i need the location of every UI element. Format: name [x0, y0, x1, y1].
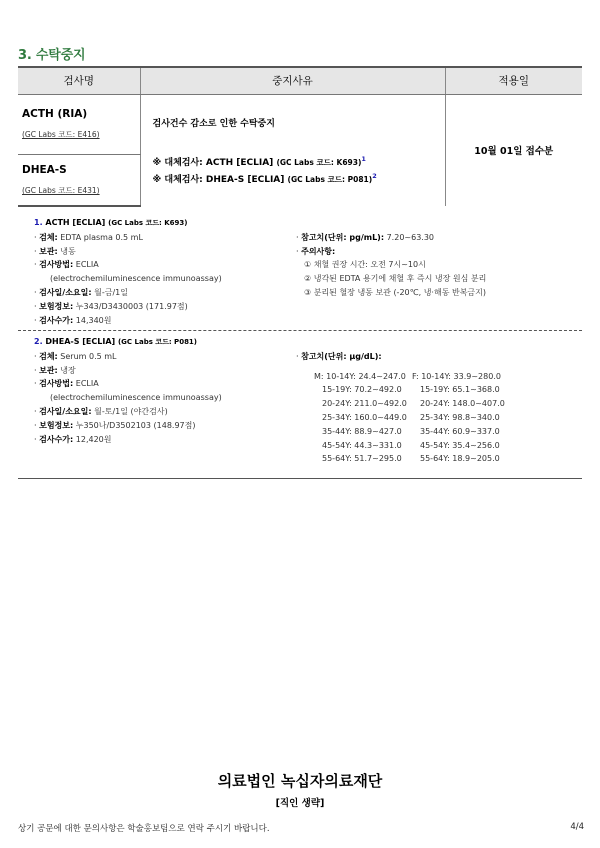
reference-row: 15-19Y: 70.2~492.0 15-19Y: 65.1~368.0 — [322, 385, 500, 395]
caution-heading: · 주의사항: — [296, 246, 336, 256]
detail-block-dheas — [18, 335, 582, 464]
dashed-divider — [18, 330, 582, 331]
reason-text: 검사건수 감소로 인한 수탁중지 — [152, 118, 275, 129]
detail-item: · 검사방법: ECLIA — [34, 260, 99, 270]
detail-item-extra: (electrochemiluminescence immunoassay) — [50, 393, 222, 403]
reference-row: 55-64Y: 51.7~295.0 55-64Y: 18.9~205.0 — [322, 454, 500, 464]
footnote-ref: 1 — [361, 154, 366, 163]
detail-item: · 보험정보: 누343/D3430003 (171.97점) — [34, 301, 188, 311]
organization-name: 의료법인 녹십자의료재단 — [217, 772, 383, 790]
detail-right-column — [296, 350, 582, 466]
detail-right-column — [296, 231, 582, 300]
detail-title: 1. ACTH [ECLIA] (GC Labs 코드: K693) — [34, 218, 188, 227]
alternative-test: ※ 대체검사: DHEA-S [ECLIA] (GC Labs 코드: P081)$^2$ — [152, 171, 377, 185]
detail-item: · 보험정보: 누350나/D3502103 (148.97점) — [34, 420, 196, 430]
caution-item: ② 냉각된 EDTA 용기에 채혈 후 즉시 냉장 원심 분리 — [304, 274, 487, 284]
test-cell-acth — [18, 94, 140, 154]
reference-row: 25-34Y: 160.0~449.0 25-34Y: 98.8~340.0 — [322, 412, 500, 422]
test-code: (GC Labs 코드: E416) — [22, 130, 100, 139]
test-name: ACTH (RIA) — [22, 108, 88, 120]
alternative-test: ※ 대체검사: ACTH [ECLIA] (GC Labs 코드: K693)$^1$ — [152, 154, 366, 168]
detail-left-column — [34, 231, 296, 328]
reference-range: · 참고치(단위: μg/dL): — [296, 351, 382, 361]
header-reason: 중지사유 — [140, 67, 445, 94]
bottom-divider — [18, 478, 582, 479]
detail-item: · 검사수가: 12,420원 — [34, 434, 112, 444]
detail-block-acth — [18, 216, 582, 325]
caution-item: ③ 분리된 혈장 냉동 보관 (-20℃, 냉·해동 반복금지) — [304, 287, 486, 297]
detail-item: · 검사방법: ECLIA — [34, 379, 99, 389]
test-cell-dheas — [18, 154, 140, 206]
header-apply-date: 적용일 — [445, 67, 582, 94]
reference-row: M: 10-14Y: 24.4~247.0 F: 10-14Y: 33.9~280.0 — [314, 371, 501, 381]
footer-note: 상기 공문에 대한 문의사항은 학술홍보팀으로 연락 주시기 바랍니다. — [18, 824, 270, 834]
reference-row: 35-44Y: 88.9~427.0 35-44Y: 60.9~337.0 — [322, 426, 500, 436]
detail-item: · 검사일/소요일: 월-금/1일 — [34, 287, 128, 297]
detail-item: · 검사일/소요일: 월-토/1일 (야간검사) — [34, 406, 168, 416]
caution-item: ① 채혈 권장 시간: 오전 7시~10시 — [304, 260, 426, 270]
apply-date: 10월 01일 접수분 — [474, 146, 554, 158]
detail-item: · 검체: Serum 0.5 mL — [34, 351, 117, 361]
seal-omitted-note: [직인 생략] — [275, 798, 325, 809]
detail-item: · 검체: EDTA plasma 0.5 mL — [34, 232, 143, 242]
detail-item: · 검사수가: 14,340원 — [34, 315, 112, 325]
test-code: (GC Labs 코드: E431) — [22, 185, 100, 195]
test-name: DHEA-S — [22, 163, 67, 176]
reference-row: 20-24Y: 211.0~492.0 20-24Y: 148.0~407.0 — [322, 399, 505, 409]
detail-item-extra: (electrochemiluminescence immunoassay) — [50, 274, 222, 284]
reference-range: · 참고치(단위: pg/mL): 7.20~63.30 — [296, 232, 435, 242]
footnote-ref: 2 — [372, 171, 377, 180]
page-number: 4/4 — [570, 822, 584, 832]
detail-title: 2. DHEA-S [ECLIA] (GC Labs 코드: P081) — [34, 337, 198, 346]
suspension-table — [18, 66, 582, 207]
reference-table — [314, 370, 582, 467]
detail-item: · 보관: 냉장 — [34, 365, 76, 375]
detail-item: · 보관: 냉동 — [34, 246, 76, 256]
header-test-name: 검사명 — [18, 67, 140, 94]
reason-cell — [140, 94, 445, 206]
detail-left-column — [34, 350, 296, 447]
section-title: 3. 수탁중지 — [18, 48, 86, 63]
reference-row: 45-54Y: 44.3~331.0 45-54Y: 35.4~256.0 — [322, 440, 500, 450]
